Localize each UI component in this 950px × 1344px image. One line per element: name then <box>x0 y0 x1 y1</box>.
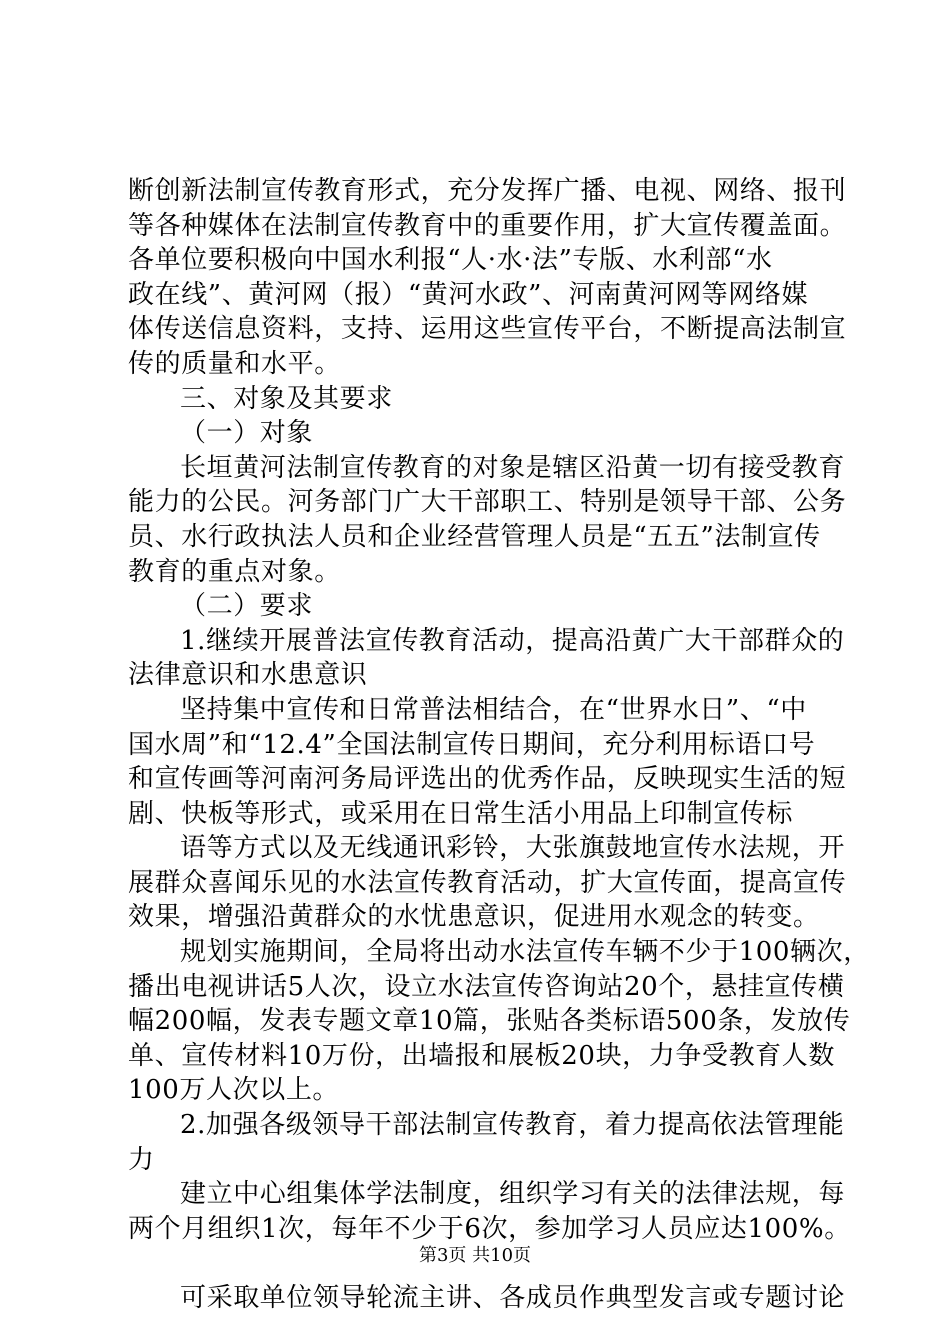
body-line: 能力的公民。河务部门广大干部职工、特别是领导干部、公务 <box>128 487 847 518</box>
body-line: 政在线”、黄河网（报）“黄河水政”、河南黄河网等网络媒 <box>128 279 809 310</box>
body-line: 100万人次以上。 <box>128 1075 340 1106</box>
body-line: 坚持集中宣传和日常普法相结合，在“世界水日”、“中 <box>180 694 807 725</box>
page-number: 第3页 共10页 <box>418 1245 532 1266</box>
item-heading: 1.继续开展普法宣传教育活动，提高沿黄广大干部群众的 <box>180 625 845 656</box>
body-line: 体传送信息资料，支持、运用这些宣传平台，不断提高法制宣 <box>128 314 847 345</box>
body-line: 和宣传画等河南河务局评选出的优秀作品，反映现实生活的短 <box>128 764 847 795</box>
body-line: 展群众喜闻乐见的水法宣传教育活动，扩大宣传面，提高宣传 <box>128 867 847 898</box>
item-heading: 2.加强各级领导干部法制宣传教育，着力提高依法管理能 <box>180 1110 845 1141</box>
body-line: 各单位要积极向中国水利报“人·水·法”专版、水利部“水 <box>128 245 773 276</box>
body-line: 效果，增强沿黄群众的水忧患意识，促进用水观念的转变。 <box>128 902 820 933</box>
body-line: 传的质量和水平。 <box>128 348 341 379</box>
body-line: 幅200幅，发表专题文章10篇，张贴各类标语500条，发放传 <box>128 1006 851 1037</box>
body-line: 长垣黄河法制宣传教育的对象是辖区沿黄一切有接受教育 <box>180 452 846 483</box>
section-heading: 三、对象及其要求 <box>180 383 393 414</box>
item-heading: 法律意识和水患意识 <box>128 660 368 691</box>
body-line: 国水周”和“12.4”全国法制宣传日期间，充分利用标语口号 <box>128 729 816 760</box>
body-line: 播出电视讲话5人次，设立水法宣传咨询站20个，悬挂宣传横 <box>128 971 845 1002</box>
body-line: 语等方式以及无线通讯彩铃，大张旗鼓地宣传水法规，开 <box>180 833 846 864</box>
page-footer <box>0 1244 950 1268</box>
body-line: 断创新法制宣传教育形式，充分发挥广播、电视、网络、报刊 <box>128 176 847 206</box>
body-line: 等各种媒体在法制宣传教育中的重要作用，扩大宣传覆盖面。 <box>128 210 847 241</box>
body-line: 两个月组织1次，每年不少于6次，参加学习人员应达100%。 <box>128 1213 851 1244</box>
body-line: 可采取单位领导轮流主讲、各成员作典型发言或专题讨论 <box>180 1283 846 1313</box>
body-line: 单、宣传材料10万份，出墙报和展板20块，力争受教育人数 <box>128 1040 835 1071</box>
body-line: 教育的重点对象。 <box>128 556 341 587</box>
body-line: 建立中心组集体学法制度，组织学习有关的法律法规，每 <box>180 1179 846 1210</box>
subsection-heading: （一）对象 <box>180 418 314 449</box>
item-heading: 力 <box>128 1144 155 1175</box>
body-line: 剧、快板等形式，或采用在日常生活小用品上印制宣传标 <box>128 798 794 829</box>
document-body <box>128 174 870 1316</box>
subsection-heading: （二）要求 <box>180 591 314 622</box>
body-line: 规划实施期间，全局将出动水法宣传车辆不少于100辆次， <box>180 937 870 968</box>
body-line: 员、水行政执法人员和企业经营管理人员是“五五”法制宣传 <box>128 521 821 552</box>
